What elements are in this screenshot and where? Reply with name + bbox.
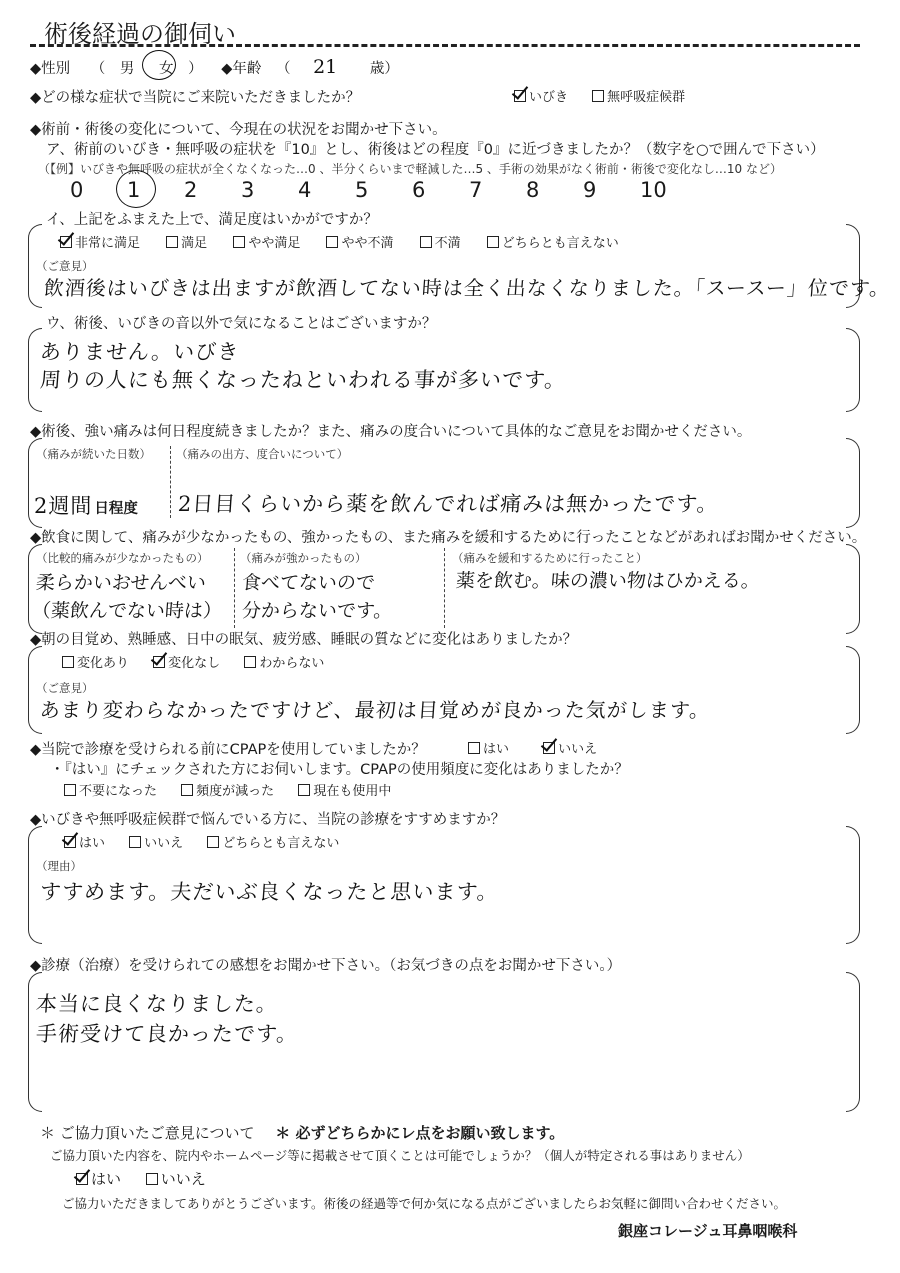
cpap-options xyxy=(468,738,617,757)
permission-option-no[interactable]: いいえ xyxy=(146,1168,206,1189)
scale-9[interactable]: 9 xyxy=(583,178,597,202)
sleep-option-changed[interactable]: 変化あり xyxy=(62,652,129,671)
footer-thanks: ご協力いただきましてありがとうございます。術後の経過等で何か気になる点がございましたらお気軽に御問い合わせください。 xyxy=(62,1196,787,1211)
cpap-option-yes[interactable]: はい xyxy=(468,738,509,757)
symptom-question: ◆どの様な症状で当院にご来院いただきましたか？ xyxy=(30,90,361,106)
change-scale xyxy=(70,178,697,202)
scale-selected-circle xyxy=(116,170,156,208)
sleep-bracket-right xyxy=(846,646,860,734)
gender-label: ◆性別 xyxy=(30,61,71,77)
recommend-options xyxy=(64,832,359,851)
sleep-opinion-label: （ご意見） xyxy=(36,681,94,695)
food-question: ◆飲食に関して、痛みが少なかったもの、強かったもの、また痛みを緩和するために行ったことなどがあればお聞かせください。 xyxy=(30,530,867,546)
neutral-checkbox[interactable] xyxy=(487,236,499,248)
change-heading: ◆術前・術後の変化について、今現在の状況をお聞かせ下さい。 xyxy=(30,122,447,138)
sleep-options xyxy=(62,652,344,671)
recommend-no-checkbox[interactable] xyxy=(129,836,141,848)
other-bracket-right xyxy=(846,328,860,412)
food-less-answer-2[interactable]: （薬飲んでない時は） xyxy=(31,600,223,622)
scale-0[interactable]: 0 xyxy=(70,178,84,202)
scale-5[interactable]: 5 xyxy=(355,178,369,202)
food-less-label: （比較的痛みが少なかったもの） xyxy=(36,551,209,565)
scale-10[interactable]: 10 xyxy=(640,178,667,202)
cpap-option-no[interactable]: いいえ xyxy=(543,738,597,757)
cpap-option-still-using[interactable]: 現在も使用中 xyxy=(298,780,391,799)
gender-option-male[interactable]: 男 xyxy=(119,61,135,77)
satisfaction-options xyxy=(60,232,619,251)
food-less-answer-1[interactable]: 柔らかいおせんべい xyxy=(35,572,207,594)
cpap-reduced-checkbox[interactable] xyxy=(181,784,193,796)
sleep-no-change-checkbox[interactable] xyxy=(153,656,165,668)
food-divider-2 xyxy=(444,548,445,628)
satisfaction-somewhat-unsatisfied[interactable]: やや不満 xyxy=(326,232,393,251)
scale-3[interactable]: 3 xyxy=(241,178,255,202)
scale-6[interactable]: 6 xyxy=(412,178,426,202)
impression-answer-line-1[interactable]: 本当に良くなりました。 xyxy=(35,992,279,1016)
symptom-option-apnea[interactable]: 無呼吸症候群 xyxy=(592,86,685,105)
permission-no-checkbox[interactable] xyxy=(146,1173,158,1185)
scale-4[interactable]: 4 xyxy=(298,178,312,202)
sleep-option-unknown[interactable]: わからない xyxy=(244,652,324,671)
satisfaction-somewhat-satisfied[interactable]: やや満足 xyxy=(233,232,300,251)
footer-permission-question: ご協力頂いた内容を、院内やホームページ等に掲載させて頂くことは可能でしょうか？（個人が特定される事はありません） xyxy=(50,1148,750,1163)
satisfaction-question: イ、上記をふまえた上で、満足度はいかがですか？ xyxy=(46,212,378,228)
cpap-still-using-checkbox[interactable] xyxy=(298,784,310,796)
impression-question: ◆診療（治療）を受けられての感想をお聞かせ下さい。（お気づきの点をお聞かせ下さい。） xyxy=(30,958,622,974)
snoring-checkbox[interactable] xyxy=(514,90,526,102)
scale-7[interactable]: 7 xyxy=(469,178,483,202)
cpap-question: ◆当院で診療を受けられる前にCPAPを使用していましたか？ xyxy=(30,742,426,758)
gender-bracket-close: ） xyxy=(188,61,203,77)
other-concerns-question: ウ、術後、いびきの音以外で気になることはございますか？ xyxy=(46,316,437,332)
change-sub-question: ア、術前のいびき・無呼吸の症状を『10』とし、術後はどの程度『0』に近づきましたか？（数字を○で囲んで下さい） xyxy=(46,142,825,158)
cpap-yes-checkbox[interactable] xyxy=(468,742,480,754)
unsatisfied-checkbox[interactable] xyxy=(420,236,432,248)
pain-degree-label: （痛みの出方、度合いについて） xyxy=(176,447,349,461)
cpap-option-reduced[interactable]: 頻度が減った xyxy=(181,780,274,799)
permission-yes-checkbox[interactable] xyxy=(76,1173,88,1185)
scale-1[interactable]: 1 xyxy=(127,178,141,202)
other-answer-line-2[interactable]: 周りの人にも無くなったねといわれる事が多いです。 xyxy=(39,368,568,392)
satisfaction-opinion-label: （ご意見） xyxy=(36,259,94,273)
scale-8[interactable]: 8 xyxy=(526,178,540,202)
sleep-option-no-change[interactable]: 変化なし xyxy=(153,652,220,671)
pain-degree-answer[interactable]: 2日目くらいから薬を飲んでれば痛みは無かったです。 xyxy=(177,492,720,516)
recommend-option-no[interactable]: いいえ xyxy=(129,832,183,851)
recommend-neutral-checkbox[interactable] xyxy=(207,836,219,848)
satisfaction-answer[interactable]: 飲酒後はいびきは出ますが飲酒してない時は全く出なくなりました。「スースー」位です。 xyxy=(43,276,892,300)
cpap-followup-options xyxy=(64,780,411,799)
cpap-followup: ・『はい』にチェックされた方にお伺いします。CPAPの使用頻度に変化はありましたか？ xyxy=(50,762,629,778)
age-unit: 歳） xyxy=(369,61,399,77)
recommend-reason-label: （理由） xyxy=(36,859,82,873)
recommend-bracket-right xyxy=(846,826,860,944)
food-strong-answer-2[interactable]: 分からないです。 xyxy=(241,600,394,622)
symptom-options xyxy=(514,86,705,105)
pain-days-unit: 日程度 xyxy=(94,501,138,517)
symptom-option-snoring[interactable]: いびき xyxy=(514,86,568,105)
sleep-unknown-checkbox[interactable] xyxy=(244,656,256,668)
title-divider xyxy=(30,44,860,47)
satisfied-checkbox[interactable] xyxy=(166,236,178,248)
very-satisfied-checkbox[interactable] xyxy=(60,236,72,248)
scale-2[interactable]: 2 xyxy=(184,178,198,202)
food-relief-answer[interactable]: 薬を飲む。味の濃い物はひかえる。 xyxy=(455,570,761,592)
other-answer-line-1[interactable]: ありません。いびき xyxy=(39,340,241,364)
recommend-question: ◆いびきや無呼吸症候群で悩んでいる方に、当院の診療をすすめますか？ xyxy=(30,812,506,828)
footer-note-1: ＊ ご協力頂いたご意見について xyxy=(40,1124,255,1142)
age-bracket-open: （ xyxy=(275,61,291,77)
satisfaction-neutral[interactable]: どちらとも言えない xyxy=(487,232,619,251)
footer-note-2: ＊ 必ずどちらかにレ点をお願い致します。 xyxy=(275,1124,565,1142)
somewhat-satisfied-checkbox[interactable] xyxy=(233,236,245,248)
impression-bracket-right xyxy=(846,972,860,1112)
food-relief-label: （痛みを緩和するために行ったこと） xyxy=(452,551,648,565)
pain-question: ◆術後、強い痛みは何日程度続きましたか？また、痛みの度合いについて具体的なご意見をお聞かせください。 xyxy=(30,424,752,440)
footer-notes xyxy=(40,1122,564,1143)
cpap-unnecessary-checkbox[interactable] xyxy=(64,784,76,796)
pain-column-divider xyxy=(170,446,171,518)
apnea-checkbox[interactable] xyxy=(592,90,604,102)
age-label: ◆年齢 xyxy=(221,61,262,77)
pain-days-value[interactable]: 2週間 xyxy=(34,494,93,518)
satisfaction-unsatisfied[interactable]: 不満 xyxy=(420,232,461,251)
recommend-answer[interactable]: すすめます。夫だいぶ良くなったと思います。 xyxy=(39,880,500,904)
footer-permission-options xyxy=(76,1168,226,1189)
gender-bracket-open: （ xyxy=(90,61,106,77)
cpap-option-unnecessary[interactable]: 不要になった xyxy=(64,780,157,799)
clinic-name: 銀座コレージュ耳鼻咽喉科 xyxy=(618,1222,798,1240)
sleep-changed-checkbox[interactable] xyxy=(62,656,74,668)
recommend-option-neutral[interactable]: どちらとも言えない xyxy=(207,832,339,851)
gender-row xyxy=(30,56,399,78)
food-strong-answer-1[interactable]: 食べてないので xyxy=(241,572,376,594)
female-selected-circle xyxy=(142,50,176,80)
satisfaction-satisfied[interactable]: 満足 xyxy=(166,232,207,251)
recommend-yes-checkbox[interactable] xyxy=(64,836,76,848)
food-strong-label: （痛みが強かったもの） xyxy=(240,551,367,565)
page-title: 術後経過の御伺い xyxy=(44,20,236,48)
satisfaction-very-satisfied[interactable]: 非常に満足 xyxy=(60,232,140,251)
age-value[interactable]: 21 xyxy=(313,56,338,78)
cpap-no-checkbox[interactable] xyxy=(543,742,555,754)
pain-bracket-right xyxy=(846,438,860,528)
sleep-question: ◆朝の目覚め、熟睡感、日中の眠気、疲労感、睡眠の質などに変化はありましたか？ xyxy=(30,632,578,648)
food-divider-1 xyxy=(234,548,235,628)
gender-option-female[interactable]: 女 xyxy=(158,61,174,77)
change-example: （【例】いびきや無呼吸の症状が全くなくなった…0 、半分くらいまで軽減した…5 、手術の効果がなく術前・術後で変化なし…10 など） xyxy=(38,162,782,176)
impression-answer-line-2[interactable]: 手術受けて良かったです。 xyxy=(35,1022,300,1046)
permission-option-yes[interactable]: はい xyxy=(76,1168,121,1189)
food-bracket-right xyxy=(846,544,860,634)
recommend-option-yes[interactable]: はい xyxy=(64,832,105,851)
pain-days-label: （痛みが続いた日数） xyxy=(36,447,151,461)
somewhat-unsatisfied-checkbox[interactable] xyxy=(326,236,338,248)
pain-days-field xyxy=(34,490,138,520)
sleep-answer[interactable]: あまり変わらなかったですけど、最初は目覚めが良かった気がします。 xyxy=(39,698,712,722)
